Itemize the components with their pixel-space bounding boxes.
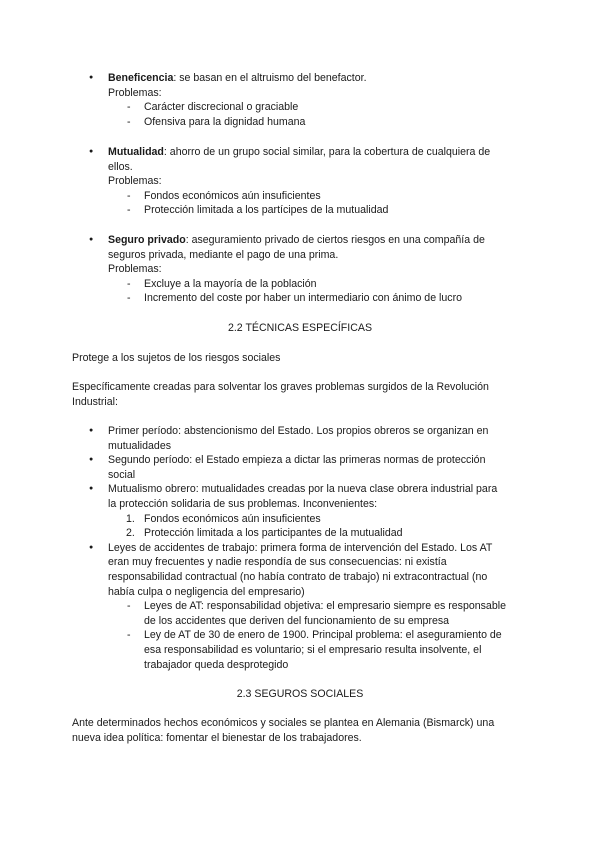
bullet-mutualismo-obrero: ● Mutualismo obrero: mutualidades creadas por la nueva clase obrera industrial para la protección solidaria de sus problemas. Inconvenientes:: [0, 482, 508, 511]
techniques-list: [0, 424, 600, 672]
bullet-leyes-accidentes: ● Leyes de accidentes de trabajo: primera forma de intervención del Estado. Los AT eran muy frecuentes y nadie respondía de sus consecuencias: ni existía responsabilidad contractual (no había contrato de trabajo) ni extracontractual (no había culpa o negligencia del empresario): [0, 541, 508, 599]
item-beneficencia: [0, 71, 600, 129]
item-number: 1.: [126, 512, 135, 525]
problems-label: Problemas:: [108, 175, 162, 188]
item-number: 2.: [126, 527, 135, 540]
bullet-seguro-privado: [0, 233, 508, 262]
dash-item-ley-1900: - Ley de AT de 30 de enero de 1900. Principal problema: el aseguramiento de esa responsabilidad es voluntario; si el empresario resulta insolvente, el trabajador queda desprotegido: [0, 628, 514, 672]
problem-item: - Protección limitada a los partícipes de la mutualidad: [0, 203, 514, 218]
bullet-primer-periodo: ● Primer período: abstencionismo del Estado. Los propios obreros se organizan en mutualidades: [0, 424, 508, 453]
bullet-mutualidad: [0, 145, 508, 174]
section-heading-2-3: 2.3 SEGUROS SOCIALES: [236, 688, 364, 700]
text-beneficencia: : se basan en el altruismo del benefactor.: [173, 72, 367, 84]
problem-item: - Ofensiva para la dignidad humana: [0, 115, 514, 130]
paragraph-seguros-sociales: Ante determinados hechos económicos y sociales se plantea en Alemania (Bismarck) una nueva idea política: fomentar el bienestar de los trabajadores.: [72, 717, 495, 744]
numbered-item: [0, 512, 514, 527]
dash-item-leyes-at: - Leyes de AT: responsabilidad objetiva: el empresario siempre es responsable de los accidentes que deriven del funcionamiento de su empresa: [0, 599, 514, 628]
term-seguro-privado: Seguro privado: [108, 234, 186, 246]
item-text: Fondos económicos aún insuficientes: [144, 512, 321, 525]
problem-item: - Incremento del coste por haber un intermediario con ánimo de lucro: [0, 291, 514, 306]
term-beneficencia: Beneficencia: [108, 72, 174, 84]
numbered-item: [0, 526, 514, 541]
item-mutualidad: [0, 145, 600, 218]
problems-label: Problemas:: [108, 86, 162, 99]
paragraph-protege: Protege a los sujetos de los riesgos sociales: [72, 352, 281, 364]
problems-label: Problemas:: [108, 263, 162, 276]
section-heading-2-2: 2.2 TÉCNICAS ESPECÍFICAS: [227, 322, 373, 334]
item-seguro-privado: [0, 233, 600, 306]
term-mutualidad: Mutualidad: [108, 146, 164, 158]
text-seguro-privado: : aseguramiento privado de ciertos riesgos en una compañía de seguros privada, mediante el pago de una prima.: [108, 234, 485, 261]
problem-item: - Carácter discrecional o graciable: [0, 100, 514, 115]
item-text: Protección limitada a los participantes de la mutualidad: [144, 527, 403, 540]
text-mutualidad: : ahorro de un grupo social similar, para la cobertura de cualquiera de ellos.: [108, 146, 491, 173]
paragraph-especificamente: Específicamente creadas para solventar los graves problemas surgidos de la Revolución Industrial:: [72, 381, 489, 408]
bullet-segundo-periodo: ● Segundo período: el Estado empieza a dictar las primeras normas de protección social: [0, 453, 508, 482]
problem-item: - Excluye a la mayoría de la población: [0, 277, 514, 292]
problem-item: - Fondos económicos aún insuficientes: [0, 189, 514, 204]
bullet-beneficencia: [0, 71, 508, 86]
